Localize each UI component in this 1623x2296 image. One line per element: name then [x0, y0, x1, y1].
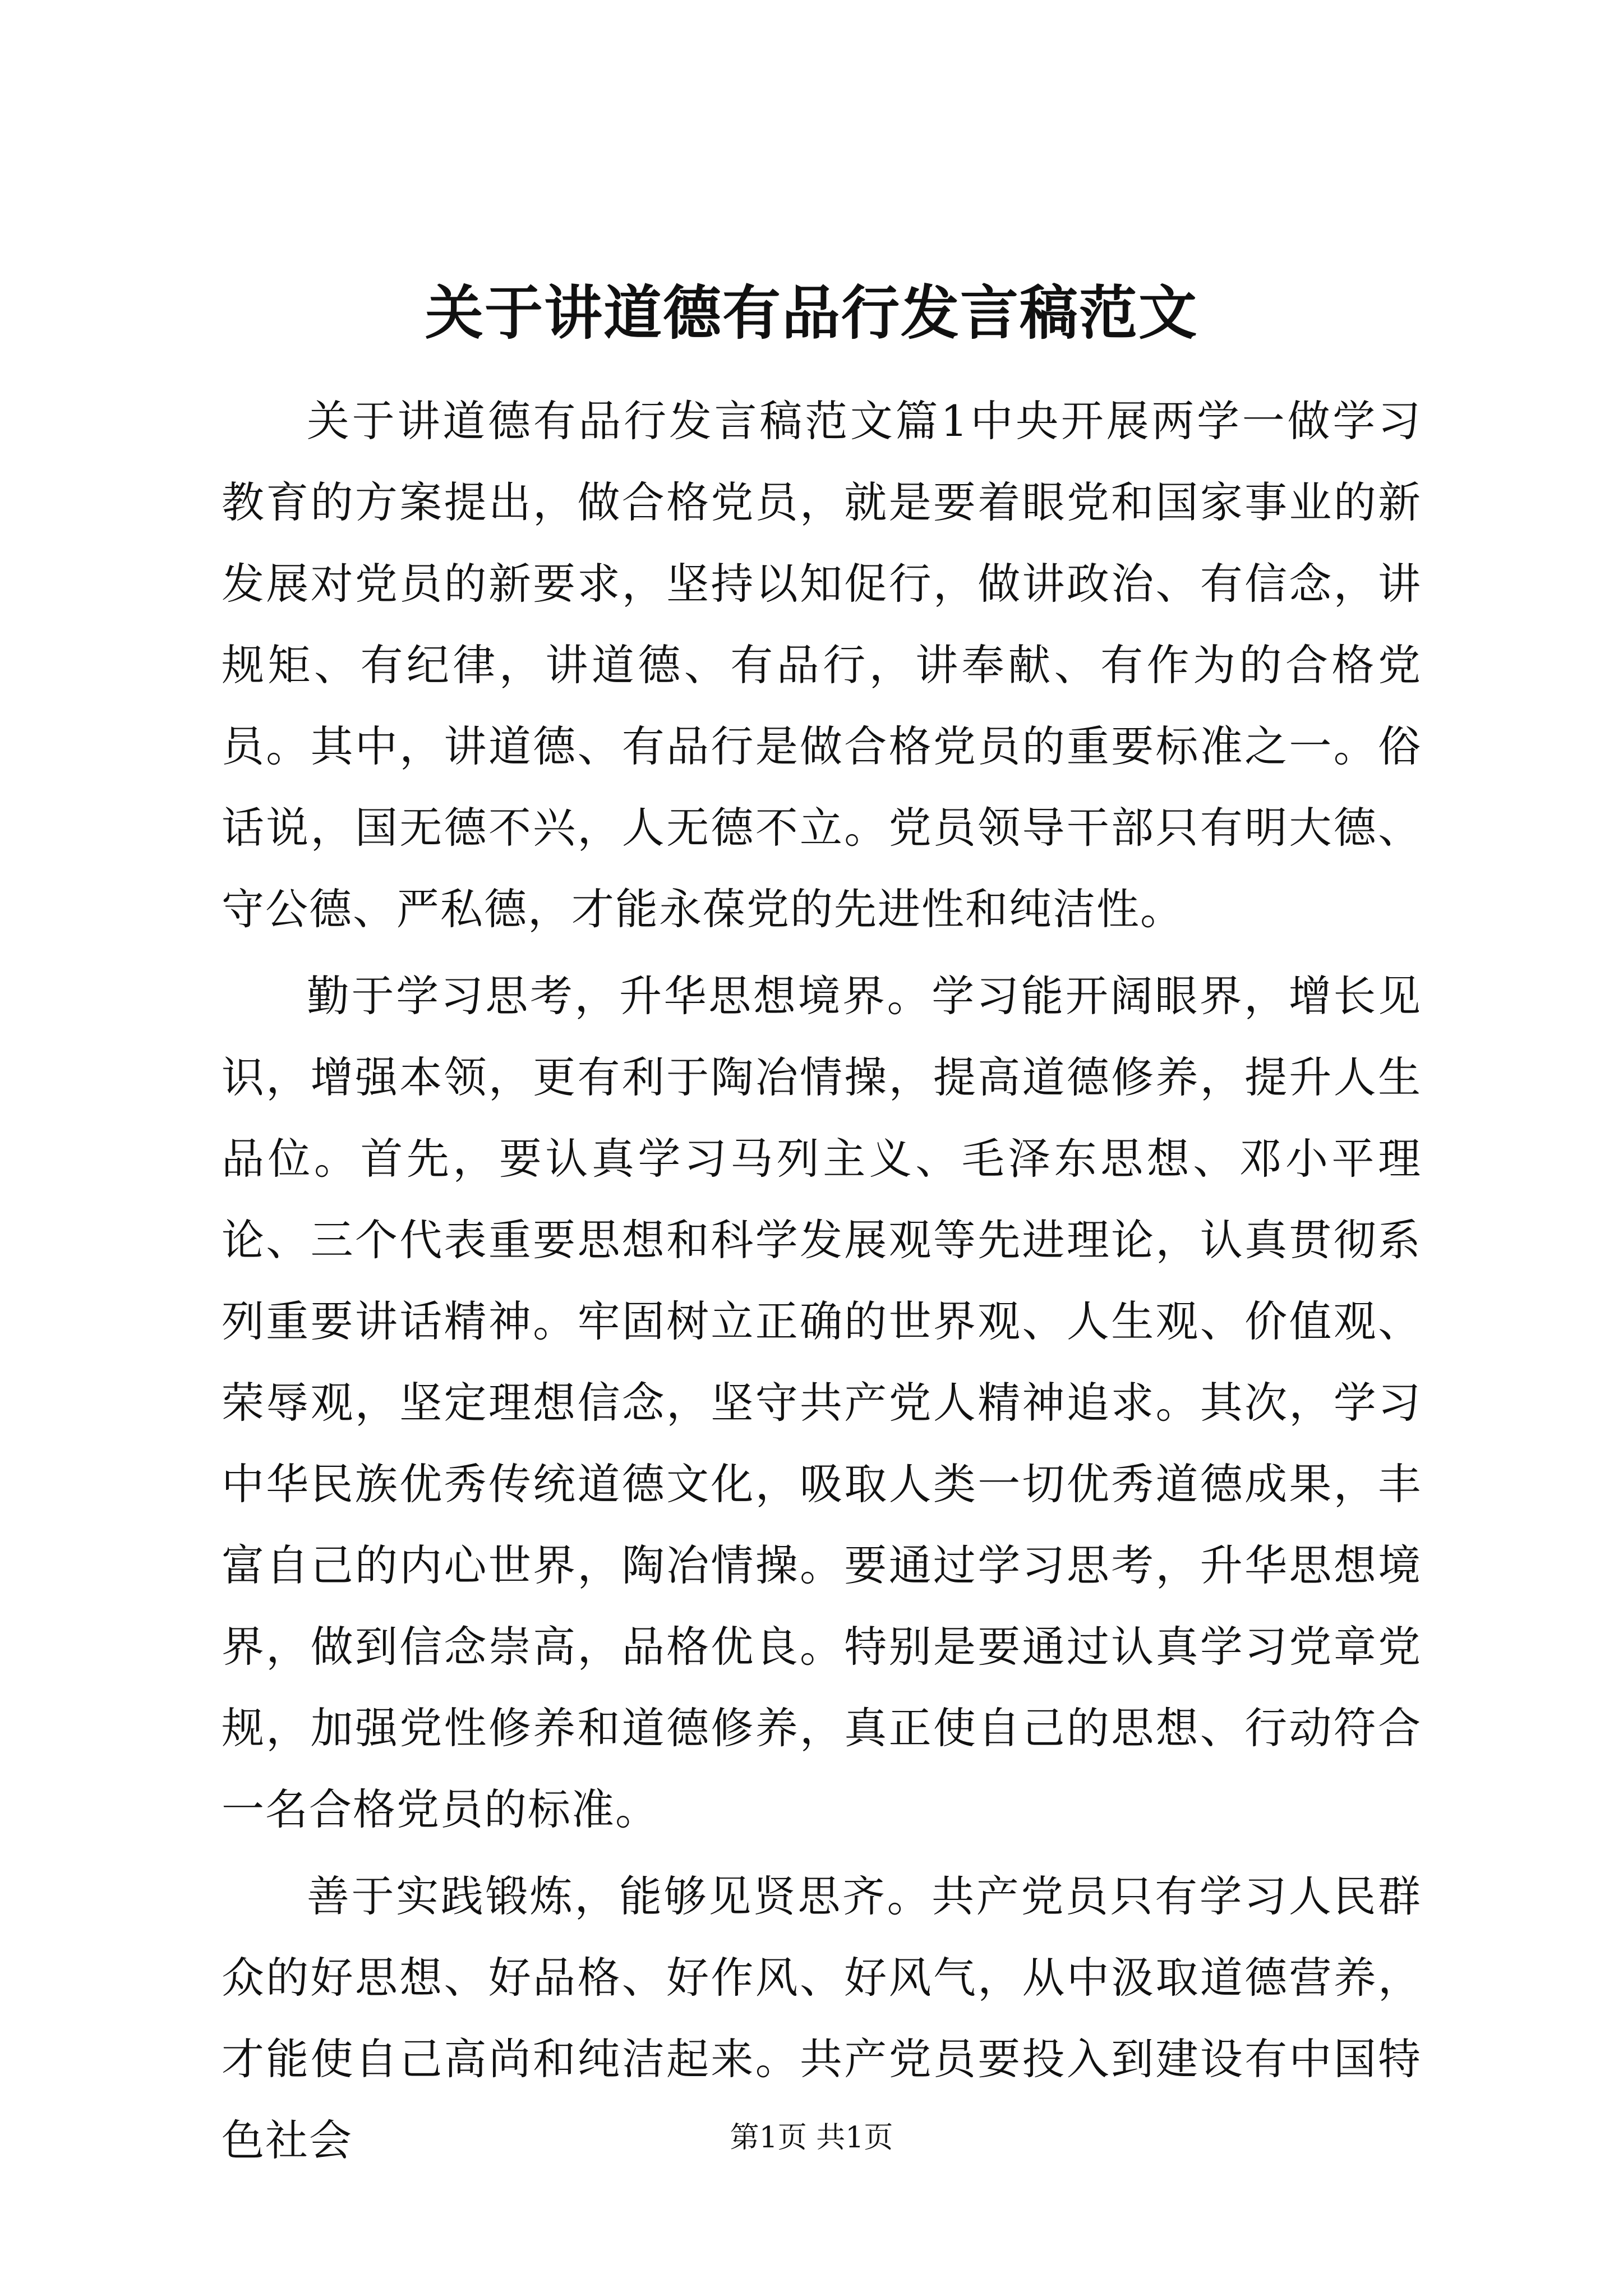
page-footer: 第1页 共1页 — [730, 2121, 893, 2155]
document-body — [222, 380, 1422, 2187]
paragraph-2: 勤于学习思考，升华思想境界。学习能开阔眼界，增长见识，增强本领，更有利于陶冶情操，提高道德修养，提升人生品位。首先，要认真学习马列主义、毛泽东思想、邓小平理论、三个代表重要思想和科学发展观等先进理论，认真贯彻系列重要讲话精神。牢固树立正确的世界观、人生观、价值观、荣辱观，坚定理想信念，坚守共产党人精神追求。其次，学习中华民族优秀传统道德文化，吸取人类一切优秀道德成果，丰富自己的内心世界，陶冶情操。要通过学习思考，升华思想境界，做到信念崇高，品格优良。特别是要通过认真学习党章党规，加强党性修养和道德修养，真正使自己的思想、行动符合一名合格党员的标准。 — [222, 971, 1422, 1834]
paragraph-3: 善于实践锻炼，能够见贤思齐。共产党员只有学习人民群众的好思想、好品格、好作风、好风气，从中汲取道德营养，才能使自己高尚和纯洁起来。共产党员要投入到建设有中国特色社会 — [222, 1871, 1422, 2165]
document-title: 关于讲道德有品行发言稿范文 — [425, 278, 1198, 347]
paragraph-1: 关于讲道德有品行发言稿范文篇1中央开展两学一做学习教育的方案提出，做合格党员，就是要着眼党和国家事业的新发展对党员的新要求，坚持以知促行，做讲政治、有信念，讲规矩、有纪律，讲道德、有品行，讲奉献、有作为的合格党员。其中，讲道德、有品行是做合格党员的重要标准之一。俗话说，国无德不兴，人无德不立。党员领导干部只有明大德、守公德、严私德，才能永葆党的先进性和纯洁性。 — [222, 396, 1422, 934]
